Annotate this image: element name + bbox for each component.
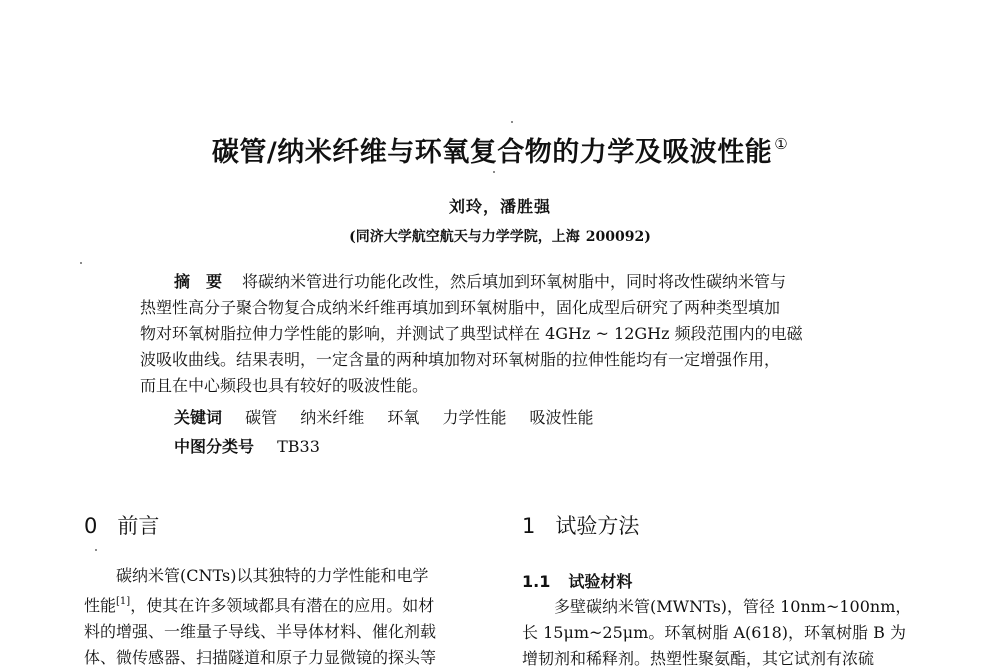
abstract-block xyxy=(140,269,862,399)
intro-body xyxy=(84,563,494,671)
intro-line: 碳纳米管(CNTs)以其独特的力学性能和电学 xyxy=(116,566,429,585)
abstract-text: 将碳纳米管进行功能化改性，然后填加到环氧树脂中，同时将改性碳纳米管与 xyxy=(242,272,787,291)
affiliation-postcode: 200092) xyxy=(585,229,651,245)
abstract-line: 而且在中心频段也具有较好的吸波性能。 xyxy=(140,376,429,395)
section-title: 前言 xyxy=(117,514,160,538)
abstract-line: 热塑性高分子聚合物复合成纳米纤维再填加到环氧树脂中，固化成型后研究了两种类型填加 xyxy=(140,298,781,317)
paper-title-text: 碳管/纳米纤维与环氧复合物的力学及吸波性能 xyxy=(211,137,773,168)
title-footnote-mark: ① xyxy=(774,135,789,153)
methods-line: 增韧剂和稀释剂。热塑性聚氨酯，其它试剂有浓硫 xyxy=(522,649,875,668)
keywords-row xyxy=(174,405,612,428)
methods-body xyxy=(522,594,942,672)
abstract-label: 摘要 xyxy=(174,272,239,291)
paper-title xyxy=(0,130,1000,169)
keywords-label: 关键词 xyxy=(174,408,223,427)
intro-line: 体、微传感器、扫描隧道和原子力显微镜的探头等 xyxy=(84,648,437,667)
section-heading-methods xyxy=(522,510,639,540)
subsection-number: 1.1 xyxy=(522,572,551,591)
subsection-heading xyxy=(522,569,632,592)
abstract-line xyxy=(140,269,862,295)
abstract-line: 物对环氧树脂拉伸力学性能的影响，并测试了典型试样在 4GHz ~ 12GHz 频段范围内的电磁 xyxy=(140,324,803,343)
subsection-title: 试验材料 xyxy=(568,572,633,591)
paper-authors: 刘玲，潘胜强 xyxy=(448,197,551,216)
scan-speck xyxy=(511,121,513,123)
methods-line: 长 15μm~25μm。环氧树脂 A(618)，环氧树脂 B 为 xyxy=(522,623,906,642)
citation: [1] xyxy=(116,596,131,607)
methods-line: 多壁碳纳米管(MWNTs)，管径 10nm~100nm， xyxy=(554,597,912,616)
keyword: 力学性能 xyxy=(442,408,507,427)
scan-speck xyxy=(95,549,97,551)
keyword: 碳管 xyxy=(245,408,278,427)
classification-value: TB33 xyxy=(277,437,320,456)
classification-label: 中图分类号 xyxy=(174,437,255,456)
keyword: 环氧 xyxy=(387,408,420,427)
abstract-line: 波吸收曲线。结果表明，一定含量的两种填加物对环氧树脂的拉伸性能均有一定增强作用， xyxy=(140,350,781,369)
intro-text: ，使其在许多领域都具有潜在的应用。如材 xyxy=(130,596,435,615)
section-number: 0 xyxy=(84,514,98,538)
intro-text: 性能 xyxy=(84,596,117,615)
paper-affiliation xyxy=(0,226,1000,246)
affiliation-text: (同济大学航空航天与力学学院，上海 xyxy=(349,229,580,245)
keyword: 纳米纤维 xyxy=(300,408,365,427)
intro-line xyxy=(84,589,494,619)
section-heading-intro xyxy=(84,510,159,540)
keyword: 吸波性能 xyxy=(529,408,594,427)
classification-row xyxy=(174,434,320,457)
scan-speck xyxy=(80,262,82,264)
intro-line: 料的增强、一维量子导线、半导体材料、催化剂载 xyxy=(84,622,437,641)
section-title: 试验方法 xyxy=(555,514,640,538)
section-number: 1 xyxy=(522,514,536,538)
scan-speck xyxy=(493,171,495,173)
